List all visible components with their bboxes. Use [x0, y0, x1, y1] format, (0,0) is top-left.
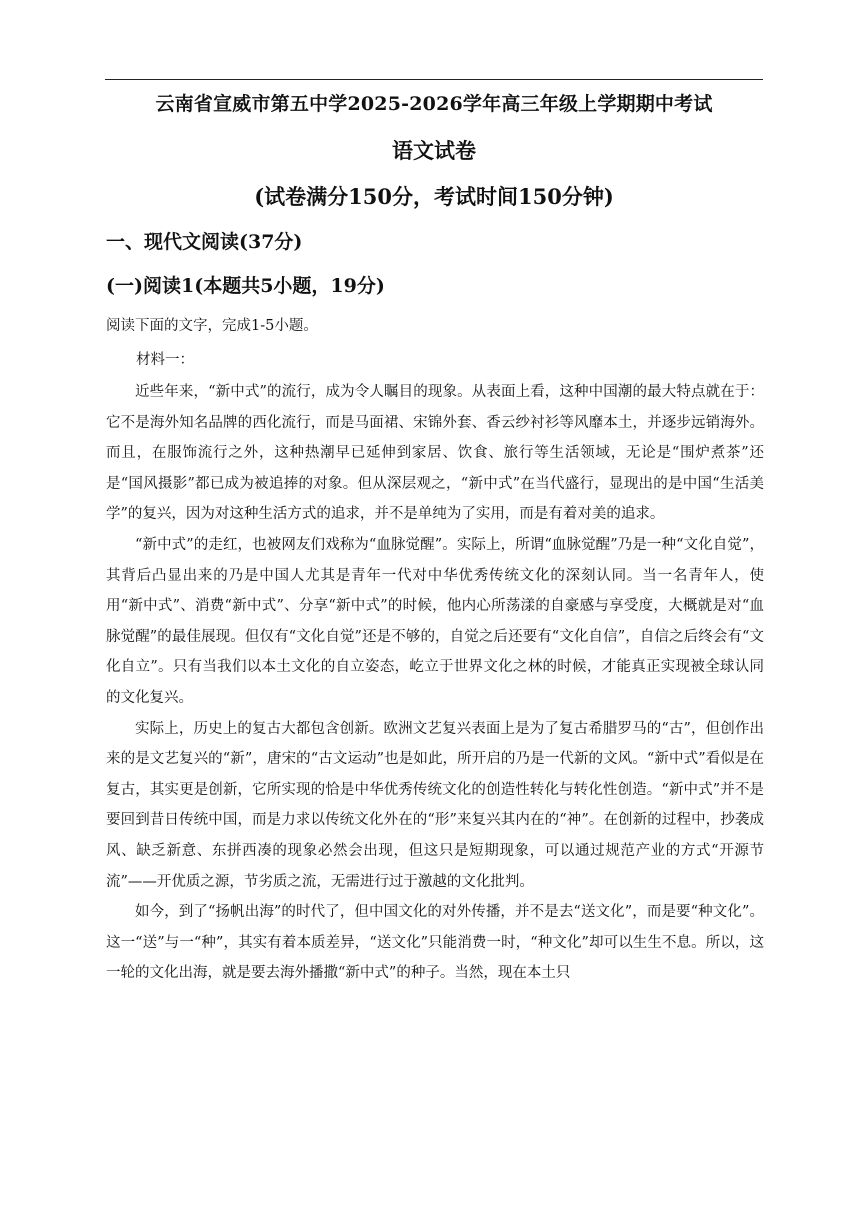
passage-paragraph: 如今，到了“扬帆出海”的时代了，但中国文化的对外传播，并不是去“送文化”，而是要“种文化”。这一“送”与一“种”，其实有着本质差异，“送文化”只能消费一时，“种文化”却可以生生不息。所以，这一轮的文化出海，就是要去海外播撒“新中式”的种子。当然，现在本土只 — [106, 904, 764, 982]
material-label: 材料一： — [136, 352, 194, 368]
header-rule — [105, 79, 763, 80]
section-heading: 一、现代文阅读(37分) — [106, 231, 303, 253]
passage-paragraph: “新中式”的走红，也被网友们戏称为“血脉觉醒”。实际上，所谓“血脉觉醒”乃是一种“文化自觉”，其背后凸显出来的乃是中国人尤其是青年一代对中华优秀传统文化的深刻认同。当一名青年人，使用“新中式”、消费“新中式”、分享“新中式”的时候，他内心所荡漾的自豪感与享受度，大概就是对“血脉觉醒”的最佳展现。但仅有“文化自觉”还是不够的，自觉之后还要有“文化自信”，自信之后终会有“文化自立”。只有当我们以本土文化的自立姿态，屹立于世界文化之林的时候，才能真正实现被全球认同的文化复兴。 — [106, 536, 764, 706]
reading-passage — [106, 377, 764, 989]
exam-title: 云南省宣威市第五中学2025-2026学年高三年级上学期期中考试 — [155, 93, 713, 115]
reading-instruction: 阅读下面的文字，完成1-5小题。 — [106, 318, 318, 334]
subsection-heading: (一)阅读1(本题共5小题，19分) — [106, 275, 385, 297]
passage-paragraph: 近些年来，“新中式”的流行，成为令人瞩目的现象。从表面上看，这种中国潮的最大特点就在于：它不是海外知名品牌的西化流行，而是马面裙、宋锦外套、香云纱衬衫等风靡本土，并逐步远销海外。而且，在服饰流行之外，这种热潮早已延伸到家居、饮食、旅行等生活领域，无论是“围炉煮茶”还是“国风摄影”都已成为被追捧的对象。但从深层观之，“新中式”在当代盛行，显现出的是中国“生活美学”的复兴，因为对这种生活方式的追求，并不是单纯为了实用，而是有着对美的追求。 — [106, 384, 764, 523]
exam-score-time-note: (试卷满分150分，考试时间150分钟) — [254, 184, 614, 209]
exam-subject: 语文试卷 — [392, 138, 476, 163]
passage-paragraph: 实际上，历史上的复古大都包含创新。欧洲文艺复兴表面上是为了复古希腊罗马的“古”，但创作出来的是文艺复兴的“新”，唐宋的“古文运动”也是如此，所开启的乃是一代新的文风。“新中式”看似是在复古，其实更是创新，它所实现的恰是中华优秀传统文化的创造性转化与转化性创造。“新中式”并不是要回到昔日传统中国，而是力求以传统文化外在的“形”来复兴其内在的“神”。在创新的过程中，抄袭成风、缺乏新意、东拼西凑的现象必然会出现，但这只是短期现象，可以通过规范产业的方式“开源节流”——开优质之源，节劣质之流，无需进行过于激越的文化批判。 — [106, 720, 764, 890]
